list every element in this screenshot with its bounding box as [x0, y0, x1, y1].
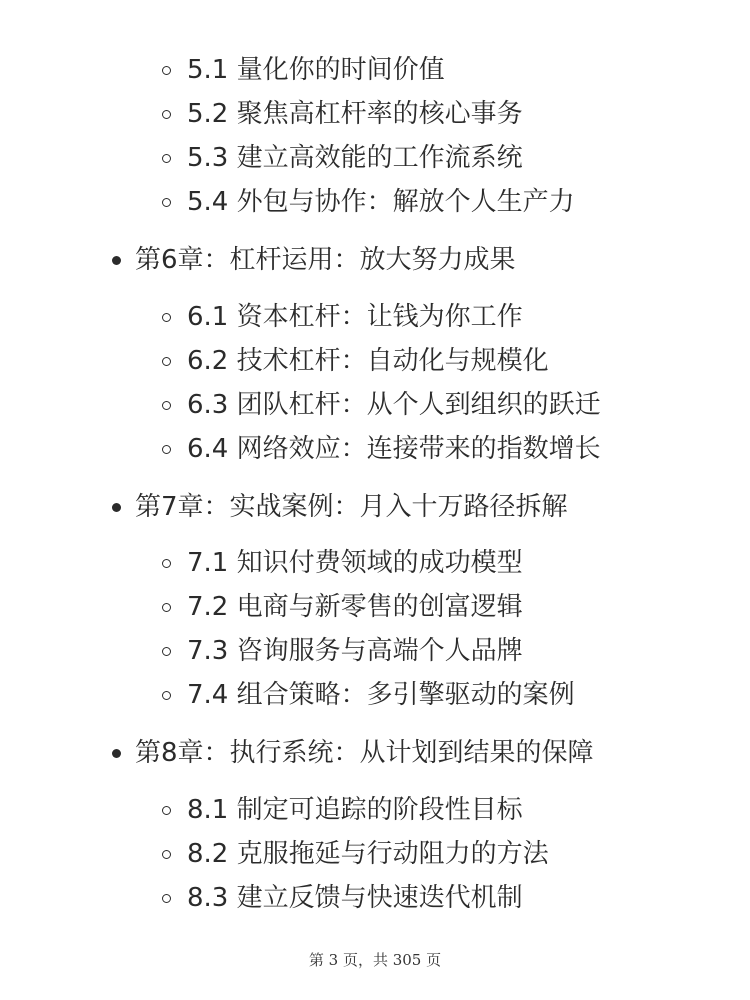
- circle-bullet-icon: [162, 894, 171, 903]
- circle-bullet-icon: [162, 401, 171, 410]
- list-item-text: 7.2 电商与新零售的创富逻辑: [187, 592, 523, 622]
- chapter-title: 第6章：杠杆运用：放大努力成果: [135, 245, 516, 275]
- list-item-text: 7.4 组合策略：多引擎驱动的案例: [187, 680, 575, 710]
- list-item-7-3: [162, 634, 523, 668]
- list-item-text: 6.3 团队杠杆：从个人到组织的跃迁: [187, 390, 601, 420]
- list-item-7-1: [162, 546, 523, 580]
- chapter-heading-8: [112, 736, 594, 770]
- circle-bullet-icon: [162, 691, 171, 700]
- list-item-6-1: [162, 300, 523, 334]
- list-item-text: 6.1 资本杠杆：让钱为你工作: [187, 302, 523, 332]
- list-item-6-3: [162, 388, 601, 422]
- circle-bullet-icon: [162, 603, 171, 612]
- list-item-5-1: [162, 53, 445, 87]
- list-item-text: 5.3 建立高效能的工作流系统: [187, 143, 523, 173]
- chapter-title: 第7章：实战案例：月入十万路径拆解: [135, 492, 568, 522]
- disc-bullet-icon: [112, 749, 121, 758]
- list-item-text: 5.4 外包与协作：解放个人生产力: [187, 187, 575, 217]
- list-item-8-2: [162, 837, 549, 871]
- list-item-5-4: [162, 185, 575, 219]
- list-item-text: 8.3 建立反馈与快速迭代机制: [187, 883, 523, 913]
- chapter-title: 第8章：执行系统：从计划到结果的保障: [135, 738, 594, 768]
- circle-bullet-icon: [162, 66, 171, 75]
- list-item-8-1: [162, 793, 523, 827]
- list-item-7-2: [162, 590, 523, 624]
- circle-bullet-icon: [162, 313, 171, 322]
- list-item-text: 7.3 咨询服务与高端个人品牌: [187, 636, 523, 666]
- list-item-text: 6.4 网络效应：连接带来的指数增长: [187, 434, 601, 464]
- circle-bullet-icon: [162, 357, 171, 366]
- page-number-footer: 第 3 页，共 305 页: [308, 951, 442, 969]
- list-item-text: 6.2 技术杠杆：自动化与规模化: [187, 346, 549, 376]
- list-item-7-4: [162, 678, 575, 712]
- list-item-5-3: [162, 141, 523, 175]
- list-item-text: 5.2 聚焦高杠杆率的核心事务: [187, 99, 523, 129]
- chapter-heading-6: [112, 243, 516, 277]
- list-item-text: 8.1 制定可追踪的阶段性目标: [187, 795, 523, 825]
- circle-bullet-icon: [162, 445, 171, 454]
- circle-bullet-icon: [162, 806, 171, 815]
- list-item-text: 8.2 克服拖延与行动阻力的方法: [187, 839, 549, 869]
- disc-bullet-icon: [112, 503, 121, 512]
- disc-bullet-icon: [112, 256, 121, 265]
- circle-bullet-icon: [162, 198, 171, 207]
- list-item-8-3: [162, 881, 523, 915]
- list-item-6-4: [162, 432, 601, 466]
- list-item-text: 7.1 知识付费领域的成功模型: [187, 548, 523, 578]
- circle-bullet-icon: [162, 154, 171, 163]
- circle-bullet-icon: [162, 110, 171, 119]
- list-item-5-2: [162, 97, 523, 131]
- circle-bullet-icon: [162, 850, 171, 859]
- list-item-text: 5.1 量化你的时间价值: [187, 55, 445, 85]
- circle-bullet-icon: [162, 647, 171, 656]
- chapter-heading-7: [112, 490, 568, 524]
- list-item-6-2: [162, 344, 549, 378]
- circle-bullet-icon: [162, 559, 171, 568]
